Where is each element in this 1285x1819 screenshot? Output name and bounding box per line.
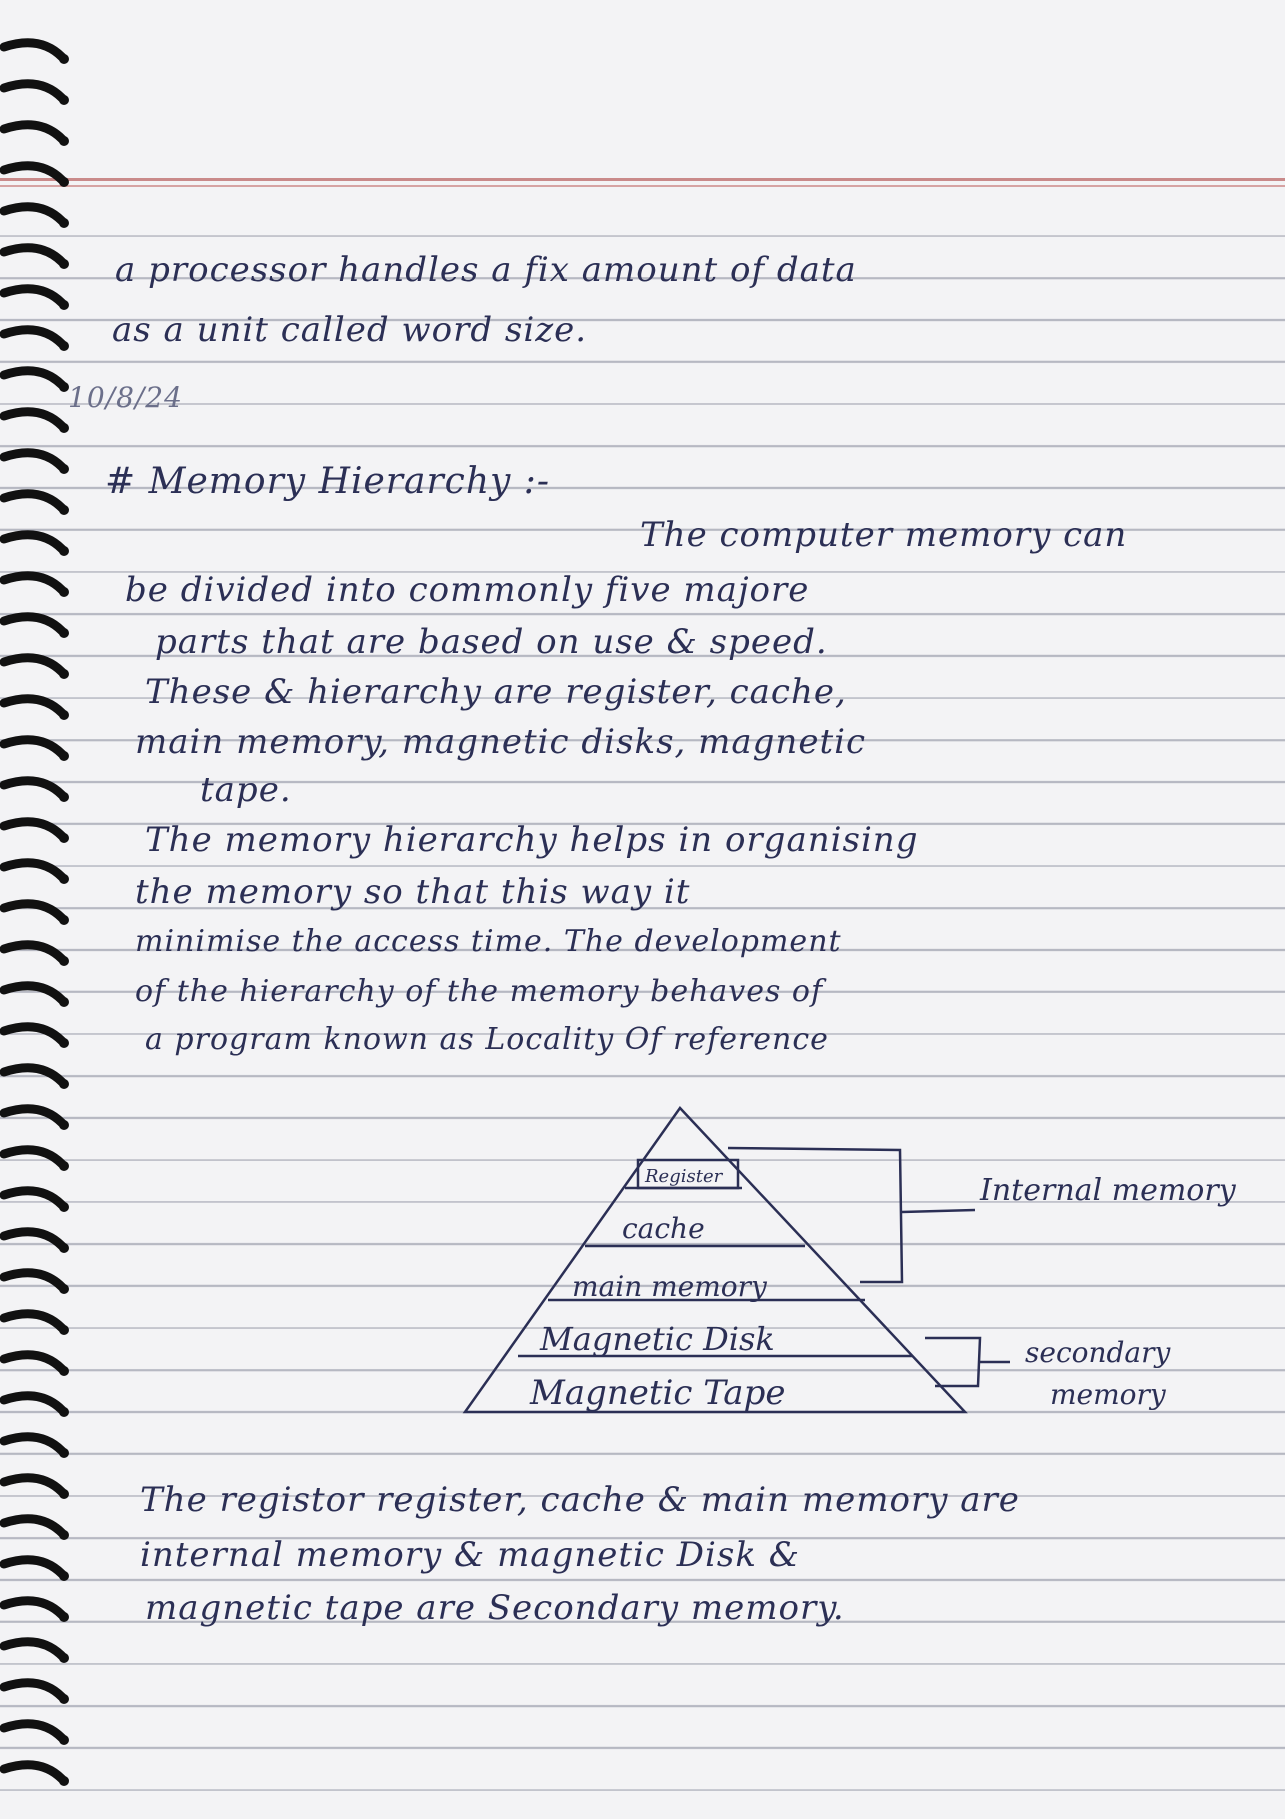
para2-line-5: a program known as Locality Of reference bbox=[145, 1022, 829, 1057]
pyramid-level-register: Register bbox=[645, 1166, 723, 1187]
internal-memory-label: Internal memory bbox=[980, 1173, 1236, 1208]
secondary-label-line-2: memory bbox=[1050, 1378, 1166, 1411]
para3-line-3: magnetic tape are Secondary memory. bbox=[145, 1588, 845, 1628]
para1-line-6: tape. bbox=[200, 770, 292, 810]
para2-line-1: The memory hierarchy helps in organising bbox=[145, 820, 919, 860]
para3-line-2: internal memory & magnetic Disk & bbox=[140, 1535, 801, 1575]
para1-line-1: The computer memory can bbox=[640, 515, 1128, 555]
pyramid-level-magnetic-disk: Magnetic Disk bbox=[540, 1320, 775, 1358]
intro-line-2: as a unit called word size. bbox=[112, 310, 588, 350]
intro-line-1: a processor handles a fix amount of data bbox=[115, 250, 857, 290]
para3-line-1: The registor register, cache & main memory are bbox=[140, 1480, 1020, 1520]
para1-line-3: parts that are based on use & speed. bbox=[155, 622, 828, 662]
para1-line-2: be divided into commonly five majore bbox=[125, 570, 810, 610]
para2-line-2: the memory so that this way it bbox=[135, 872, 691, 912]
para2-line-4: of the hierarchy of the memory behaves of bbox=[135, 974, 824, 1009]
internal-memory-pointer bbox=[902, 1210, 975, 1212]
para1-line-5: main memory, magnetic disks, magnetic bbox=[135, 722, 867, 762]
internal-memory-bracket bbox=[728, 1148, 902, 1282]
pyramid-level-main-memory: main memory bbox=[572, 1270, 767, 1303]
pyramid-level-cache: cache bbox=[622, 1212, 705, 1245]
secondary-label-line-1: secondary bbox=[1025, 1336, 1171, 1369]
pyramid-outline bbox=[465, 1108, 965, 1412]
para1-line-4: These & hierarchy are register, cache, bbox=[145, 672, 847, 712]
para2-line-3: minimise the access time. The development bbox=[135, 924, 842, 959]
pyramid-level-magnetic-tape: Magnetic Tape bbox=[530, 1373, 786, 1413]
section-heading: # Memory Hierarchy :- bbox=[105, 461, 551, 502]
date: 10/8/24 bbox=[68, 381, 183, 414]
